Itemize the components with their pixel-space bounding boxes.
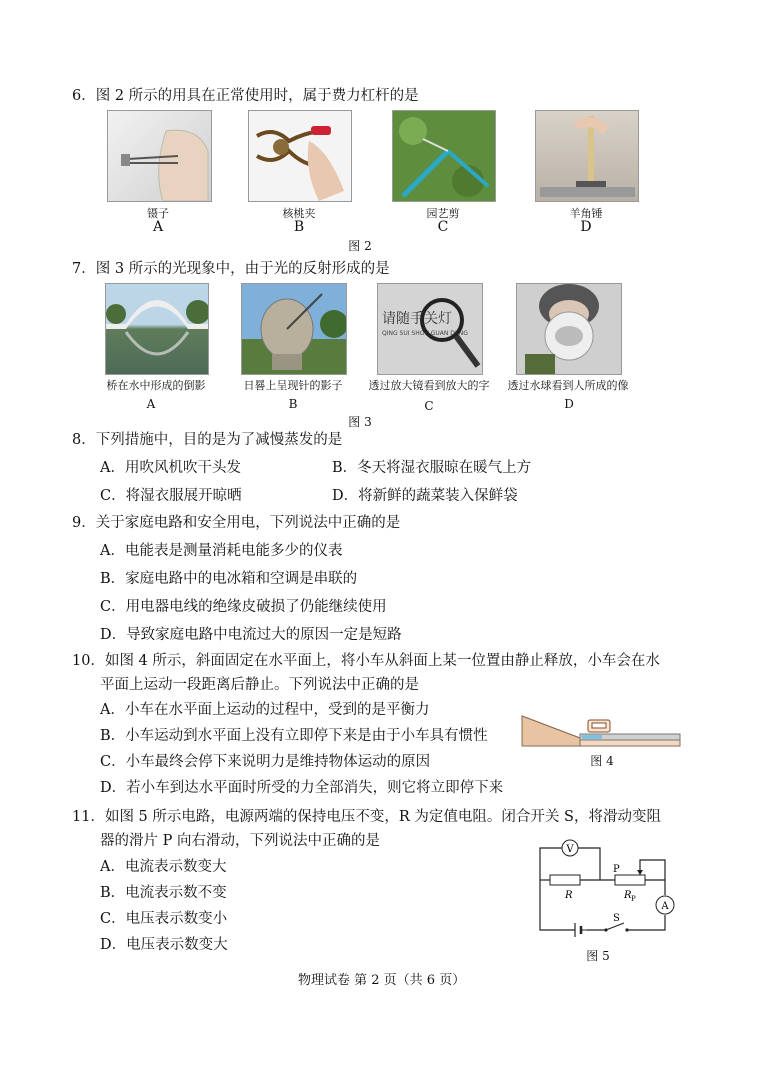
q11-option-c: C．电压表示数变小 [100,911,228,927]
tweezers-hand-icon [108,111,211,201]
garden-shears-icon [393,111,495,201]
q7-caption-c: 透过放大镜看到放大的字 [368,379,490,392]
hammer-icon [536,111,638,201]
q9-option-a: A．电能表是测量消耗电能多少的仪表 [100,543,343,559]
q11-option-b: B．电流表示数不变 [100,885,227,901]
q11-option-d: D．电压表示数变大 [100,937,228,953]
garden-shears-photo [392,110,496,202]
q6-letter-c: C [437,219,449,235]
rheostat-label: R [624,890,632,901]
q6-caption-b: 核桃夹 [282,207,316,220]
claw-hammer-photo [535,110,639,202]
q6-stem: 6．图 2 所示的用具在正常使用时，属于费力杠杆的是 [72,88,419,104]
q6-caption-a: 镊子 [147,207,169,220]
q8-stem: 8．下列措施中，目的是为了减慢蒸发的是 [72,432,343,448]
q11-option-a: A．电流表示数变大 [100,859,227,875]
q8-option-b: B．冬天将湿衣服晾在暖气上方 [332,460,532,476]
fig4-label: 图 4 [590,754,614,768]
rheostat-rp [615,875,645,885]
bridge-icon [106,284,208,374]
q10-stem-line1: 10．如图 4 所示，斜面固定在水平面上，将小车从斜面上某一位置由静止释放，小车会在水 [72,653,660,669]
slider-p-arrow [637,870,643,875]
q10-option-a: A．小车在水平面上运动的过程中，受到的是平衡力 [100,702,430,718]
switch-label: S [613,913,620,924]
q7-letter-b: B [288,397,298,411]
switch-s [606,923,624,930]
q10-option-d: D．若小车到达水平面时所受的力全部消失，则它将立即停下来 [100,780,504,796]
q9-option-d: D．导致家庭电路中电流过大的原因一定是短路 [100,627,402,643]
fig2-label: 图 2 [348,239,372,253]
ammeter-label: A [661,901,669,912]
page-footer: 物理试卷 第 2 页（共 6 页） [298,973,466,988]
q9-option-c: C．用电器电线的绝缘皮破损了仍能继续使用 [100,599,387,615]
sundial-icon [242,284,346,374]
q7-letter-d: D [564,397,574,411]
q11-stem-line2: 器的滑片 P 向右滑动，下列说法中正确的是 [100,833,380,849]
sundial-photo [241,283,347,375]
fig3-label: 图 3 [348,415,372,429]
q6-letter-b: B [293,219,305,235]
q10-option-c: C．小车最终会停下来说明力是维持物体运动的原因 [100,754,431,770]
sign-text: 请随手关灯 [382,311,452,327]
q7-caption-b: 日晷上呈现针的影子 [243,379,343,392]
circuit-diagram [520,830,695,945]
q6-letter-d: D [580,219,592,235]
q8-option-a: A．用吹风机吹干头发 [100,460,241,476]
q9-stem: 9．关于家庭电路和安全用电，下列说法中正确的是 [72,515,401,531]
q8-option-d: D．将新鲜的蔬菜装入保鲜袋 [332,488,518,504]
q7-caption-d: 透过水球看到人所成的像 [507,379,629,392]
q10-option-b: B．小车运动到水平面上没有立即停下来是由于小车具有惯性 [100,728,488,744]
tweezers-photo [107,110,212,202]
water-ball-icon [517,284,621,374]
water-ball-photo [516,283,622,375]
nutcracker-photo [248,110,352,202]
q7-letter-a: A [146,397,156,411]
sign-pinyin: QING SUI SHOU GUAN DENG [382,330,468,337]
q8-option-c: C．将湿衣服展开晾晒 [100,488,242,504]
q6-caption-c: 园艺剪 [426,207,460,220]
q6-caption-d: 羊角锤 [569,207,603,220]
q11-stem-line1: 11．如图 5 所示电路，电源两端的保持电压不变，R 为定值电阻。闭合开关 S，将滑动变阻 [72,809,661,825]
q7-caption-a: 桥在水中形成的倒影 [106,379,206,392]
q7-stem: 7．图 3 所示的光现象中，由于光的反射形成的是 [72,261,390,277]
q6-letter-a: A [152,219,164,235]
q7-letter-c: C [424,399,434,413]
nutcracker-icon [249,111,351,201]
voltmeter-label: V [566,844,574,855]
slider-p-label: P [613,864,620,875]
magnifying-glass-icon [378,284,482,374]
rheostat-subscript: P [631,895,636,903]
incline-cart-figure [520,708,685,748]
resistor-r [550,875,580,885]
q9-option-b: B．家庭电路中的电冰箱和空调是串联的 [100,571,358,587]
q10-stem-line2: 平面上运动一段距离后静止。下列说法中正确的是 [100,677,419,693]
fig5-label: 图 5 [586,949,610,963]
bridge-reflection-photo [105,283,209,375]
magnifier-photo [377,283,483,375]
resistor-label: R [565,890,573,901]
